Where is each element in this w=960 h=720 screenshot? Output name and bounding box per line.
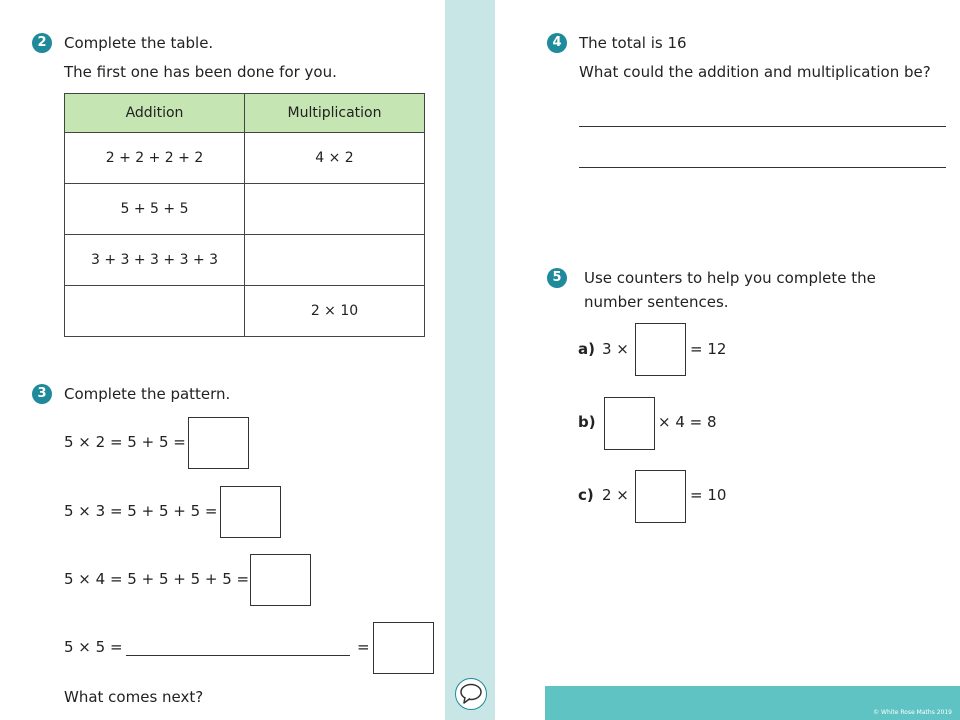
table-row	[65, 286, 425, 337]
part-c-label: c)	[578, 486, 594, 504]
table-cell-answer[interactable]	[65, 286, 245, 337]
q3-footer: What comes next?	[64, 688, 204, 706]
q4-title: The total is 16	[579, 34, 687, 52]
answer-line[interactable]	[579, 126, 946, 127]
speech-bubble-icon	[455, 677, 487, 711]
part-a-label: a)	[578, 340, 595, 358]
table-cell: 2 × 10	[245, 286, 425, 337]
part-b-label: b)	[578, 413, 596, 431]
pattern-line-4: 5 × 5 =	[64, 638, 123, 656]
pattern-line-1: 5 × 2 = 5 + 5 =	[64, 433, 186, 451]
q2-title: Complete the table.	[64, 34, 214, 52]
part-b-right: × 4 = 8	[658, 413, 717, 431]
q5-title-line2: number sentences.	[584, 293, 729, 311]
q2-subtitle: The first one has been done for you.	[64, 63, 337, 81]
answer-box[interactable]	[188, 417, 249, 469]
copyright-text: © White Rose Maths 2019	[873, 709, 952, 716]
table-cell: 3 + 3 + 3 + 3 + 3	[65, 235, 245, 286]
q4-subtitle: What could the addition and multiplication be?	[579, 63, 931, 81]
question-number-2: 2	[32, 33, 52, 53]
answer-box[interactable]	[635, 470, 686, 523]
page-spine	[445, 0, 495, 720]
table-header-addition: Addition	[65, 94, 245, 133]
answer-line[interactable]	[579, 167, 946, 168]
footer-bar	[545, 686, 960, 720]
answer-line[interactable]	[126, 655, 350, 656]
q3-title: Complete the pattern.	[64, 385, 231, 403]
answer-box[interactable]	[604, 397, 655, 450]
answer-box[interactable]	[635, 323, 686, 376]
part-c-right: = 10	[690, 486, 727, 504]
part-c-left: 2 ×	[602, 486, 629, 504]
pattern-line-3: 5 × 4 = 5 + 5 + 5 + 5 =	[64, 570, 250, 588]
question-number-4: 4	[547, 33, 567, 53]
answer-box[interactable]	[220, 486, 281, 538]
answer-box[interactable]	[250, 554, 311, 606]
part-a-right: = 12	[690, 340, 727, 358]
table-header-multiplication: Multiplication	[245, 94, 425, 133]
table-cell: 5 + 5 + 5	[65, 184, 245, 235]
addition-multiplication-table	[64, 93, 425, 337]
table-cell-answer[interactable]	[245, 235, 425, 286]
table-cell: 2 + 2 + 2 + 2	[65, 133, 245, 184]
table-row	[65, 235, 425, 286]
equals-sign: =	[357, 638, 370, 656]
part-a-left: 3 ×	[602, 340, 629, 358]
table-cell: 4 × 2	[245, 133, 425, 184]
q5-title-line1: Use counters to help you complete the	[584, 269, 876, 287]
pattern-line-2: 5 × 3 = 5 + 5 + 5 =	[64, 502, 218, 520]
table-cell-answer[interactable]	[245, 184, 425, 235]
question-number-5: 5	[547, 268, 567, 288]
table-row	[65, 184, 425, 235]
table-row	[65, 133, 425, 184]
question-number-3: 3	[32, 384, 52, 404]
answer-box[interactable]	[373, 622, 434, 674]
